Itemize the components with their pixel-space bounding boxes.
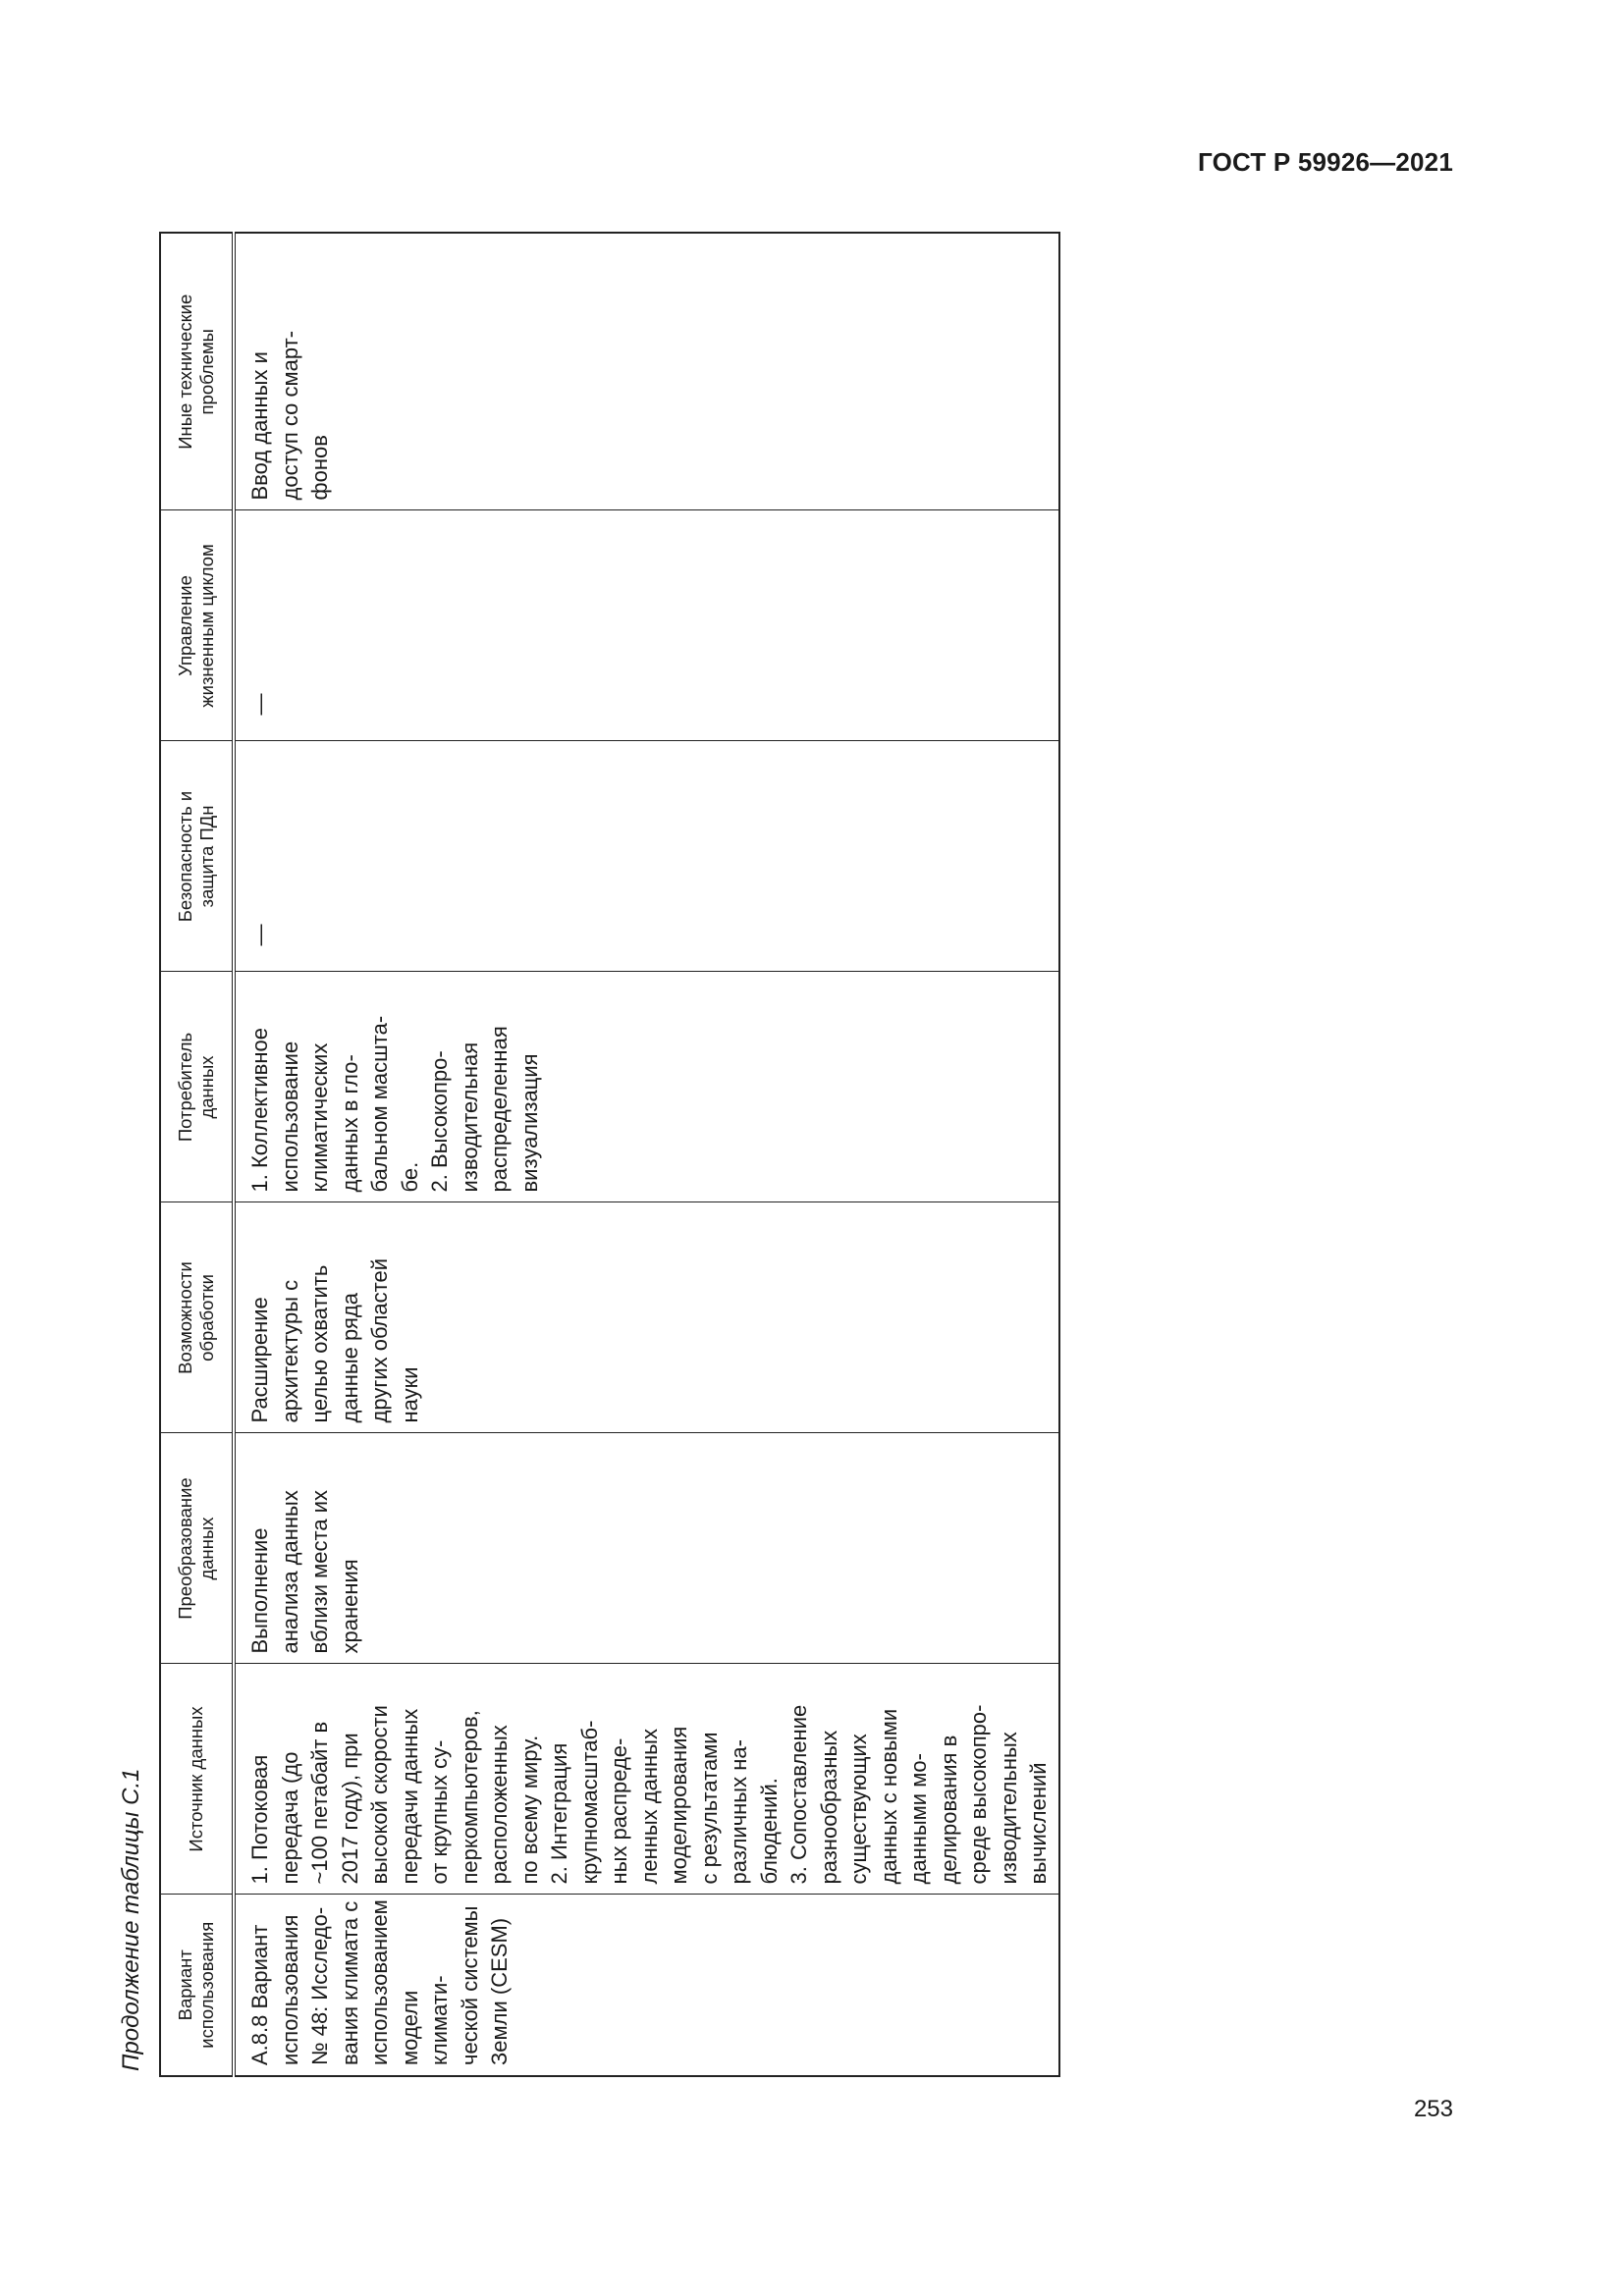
table-cell: Ввод данных и доступ со смарт- фонов <box>234 233 1059 510</box>
table-cell: 1. Потоковая передача (до ~100 петабайт в 2017 году), при высокой скорости передачи данных от крупных су- перкомпьютеров, расположенных по всему миру. 2. Интеграция крупномасштаб- ных распреде- ленных данных моделирования с результатами различных на- блюдений. 3. Сопоставление разнообразных существующих данных с новыми данными мо- делирования в среде высокопро- изводительных вычислений <box>234 1664 1059 1895</box>
page-number: 253 <box>1413 2096 1453 2122</box>
standard-header: ГОСТ Р 59926—2021 <box>1198 147 1453 177</box>
column-header: Возможности обработки <box>160 1202 234 1433</box>
data-table-rotated <box>159 234 1051 2077</box>
column-header: Преобразование данных <box>160 1433 234 1664</box>
table-cell: — <box>234 510 1059 741</box>
column-header: Вариант использования <box>160 1895 234 2076</box>
table-cell: 1. Коллективное использование климатических данных в гло- бальном масшта- бе. 2. Высокопро- изводительная распределенная визуализация <box>234 972 1059 1202</box>
table-cell: — <box>234 741 1059 972</box>
data-table <box>159 232 1060 2077</box>
table-cell: Расширение архитектуры с целью охватить данные ряда других областей науки <box>234 1202 1059 1433</box>
column-header: Управление жизненным циклом <box>160 510 234 741</box>
table-cell: А.8.8 Вариант использования № 48: Исследо- вания климата с использованием модели климати- ческой системы Земли (CESM) <box>234 1895 1059 2076</box>
table-cell: Выполнение анализа данных вблизи места их хранения <box>234 1433 1059 1664</box>
column-header: Источник данных <box>160 1664 234 1895</box>
column-header: Потребитель данных <box>160 972 234 1202</box>
column-header: Безопасность и защита ПДн <box>160 741 234 972</box>
table-caption: Продолжение таблицы С.1 <box>118 1768 144 2071</box>
column-header: Иные технические проблемы <box>160 233 234 510</box>
table-header-row <box>160 233 234 2076</box>
table-row <box>234 233 1059 2076</box>
